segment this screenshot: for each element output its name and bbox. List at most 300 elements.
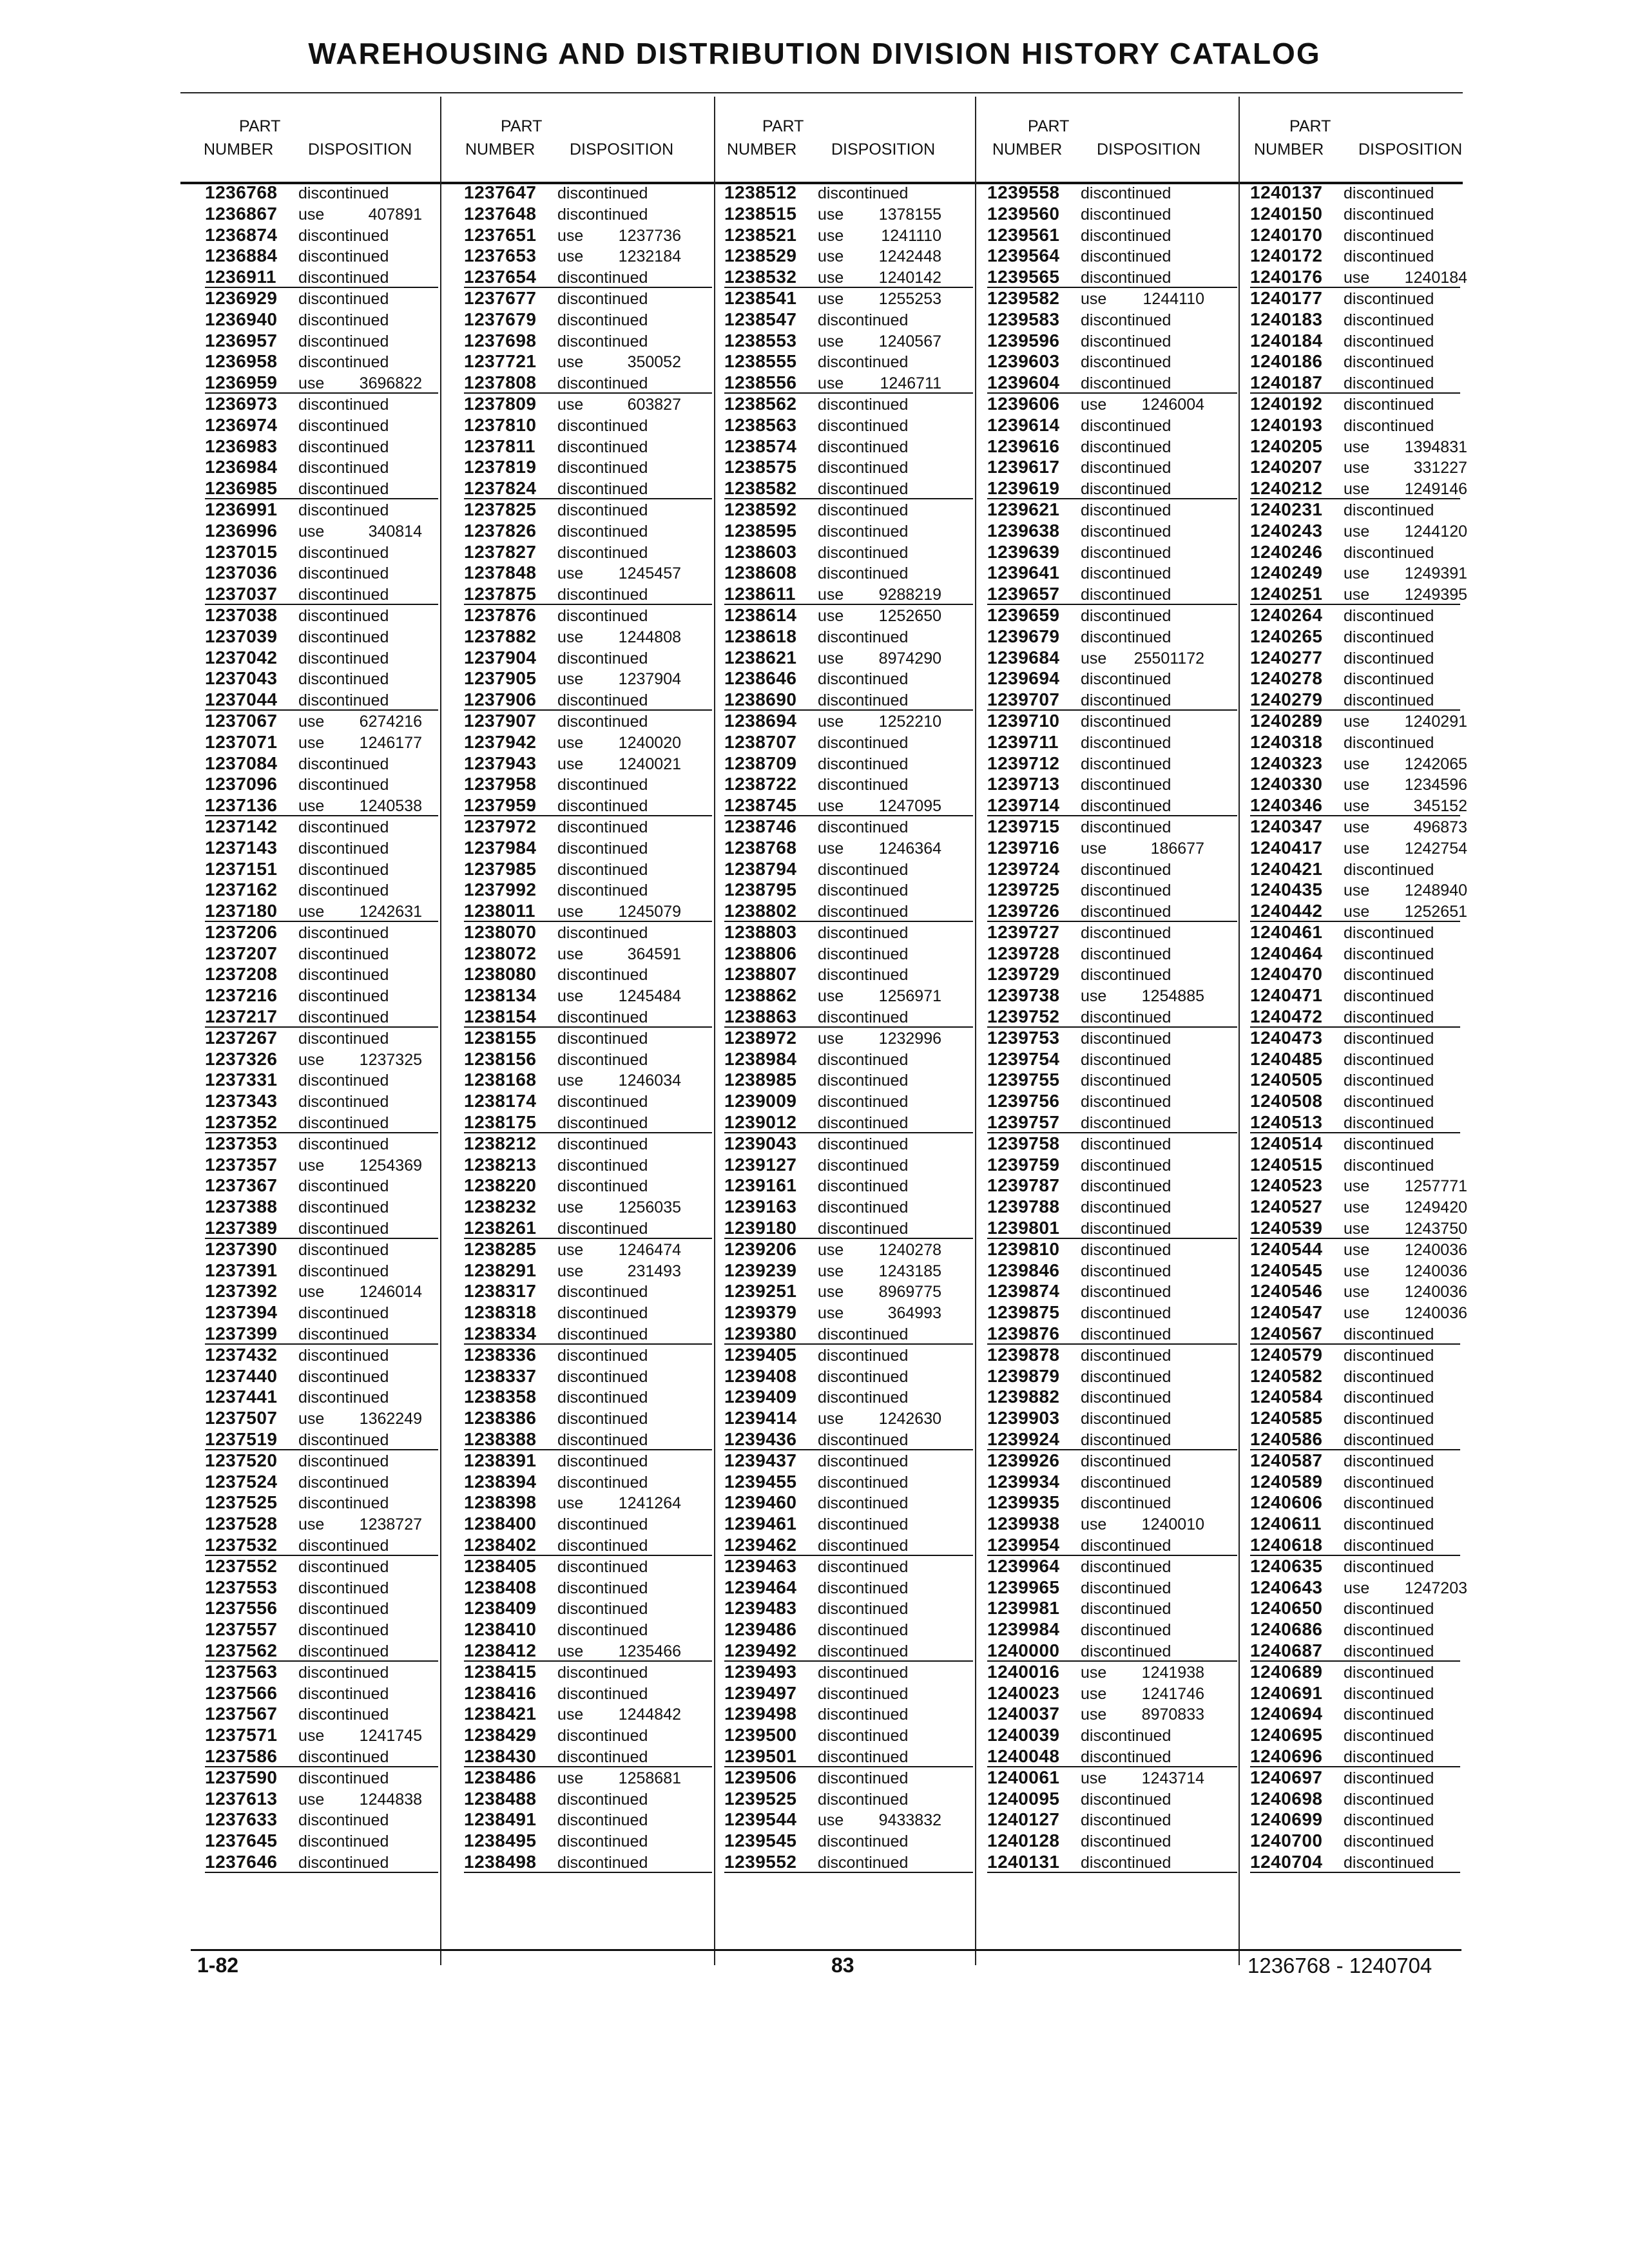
part-number: 1239380 — [724, 1323, 797, 1344]
disposition-keyword: discontinued — [1344, 1093, 1434, 1111]
part-number: 1237207 — [205, 943, 278, 963]
disposition-keyword: discontinued — [1344, 923, 1434, 942]
catalog-row — [205, 499, 438, 521]
catalog-row — [464, 415, 712, 436]
disposition-keyword: discontinued — [1344, 311, 1434, 329]
part-number: 1239009 — [724, 1091, 797, 1111]
catalog-row — [464, 964, 712, 985]
catalog-row — [1250, 372, 1460, 394]
disposition — [1081, 944, 1171, 965]
disposition-keyword: discontinued — [1344, 966, 1434, 985]
catalog-row — [205, 436, 438, 457]
disposition-keyword: use — [1344, 459, 1370, 477]
catalog-row — [464, 943, 712, 965]
disposition — [298, 331, 389, 352]
part-number: 1238553 — [724, 330, 797, 351]
disposition — [298, 606, 389, 627]
disposition — [1344, 1620, 1434, 1641]
part-number: 1240251 — [1250, 584, 1323, 604]
disposition — [1344, 1493, 1434, 1514]
part-number: 1237721 — [464, 351, 537, 372]
disposition — [818, 944, 908, 965]
disposition — [818, 1725, 908, 1747]
disposition-keyword: discontinued — [1081, 1072, 1171, 1090]
part-number: 1240318 — [1250, 731, 1323, 752]
disposition-keyword: discontinued — [298, 945, 389, 963]
part-number: 1239810 — [987, 1238, 1060, 1259]
replacement-part-number: 1232184 — [618, 247, 681, 266]
replacement-part-number: 1241110 — [881, 226, 941, 245]
catalog-row — [1250, 1260, 1467, 1282]
catalog-row — [987, 415, 1237, 436]
catalog-row — [1250, 1809, 1460, 1831]
part-number: 1239621 — [987, 499, 1060, 519]
part-number: 1238984 — [724, 1048, 797, 1069]
disposition — [557, 1557, 648, 1578]
disposition — [1081, 204, 1171, 226]
part-number: 1236884 — [205, 245, 278, 266]
disposition-keyword: discontinued — [1344, 501, 1434, 519]
part-number: 1237882 — [464, 626, 537, 646]
part-number: 1240048 — [987, 1745, 1060, 1766]
disposition-keyword: discontinued — [557, 1537, 648, 1555]
part-number: 1238156 — [464, 1048, 537, 1069]
disposition — [1344, 1367, 1434, 1388]
catalog-row — [464, 1196, 712, 1218]
part-number: 1240461 — [1250, 921, 1323, 942]
disposition-keyword: discontinued — [1081, 205, 1171, 224]
catalog-row — [724, 1662, 973, 1683]
part-number: 1237071 — [205, 731, 278, 752]
disposition — [557, 1240, 681, 1261]
disposition-keyword: discontinued — [818, 1557, 909, 1576]
disposition-keyword: discontinued — [298, 1811, 389, 1830]
disposition — [557, 1324, 648, 1345]
disposition — [557, 1704, 681, 1725]
disposition-keyword: discontinued — [298, 881, 389, 900]
part-number: 1239561 — [987, 224, 1060, 245]
disposition-keyword: discontinued — [1081, 628, 1171, 646]
disposition — [1344, 521, 1467, 543]
disposition — [1344, 733, 1434, 754]
catalog-row — [464, 901, 712, 922]
disposition-keyword: discontinued — [557, 923, 648, 942]
disposition — [1344, 986, 1434, 1007]
catalog-row — [1250, 1683, 1460, 1704]
disposition — [557, 1852, 648, 1874]
catalog-row — [464, 436, 712, 457]
catalog-row — [724, 1492, 973, 1514]
disposition-keyword: use — [1081, 1684, 1107, 1703]
disposition-keyword: discontinued — [298, 754, 389, 773]
disposition — [1081, 1557, 1171, 1578]
catalog-row — [987, 1809, 1237, 1831]
disposition-keyword: discontinued — [557, 881, 648, 900]
catalog-row — [724, 1852, 973, 1873]
catalog-row — [1250, 415, 1460, 436]
catalog-row — [987, 795, 1237, 816]
catalog-row — [987, 1239, 1237, 1260]
disposition-keyword: use — [298, 903, 325, 921]
catalog-row — [205, 521, 438, 542]
catalog-row — [1250, 1049, 1460, 1070]
disposition — [298, 479, 389, 500]
catalog-row — [724, 1619, 973, 1640]
disposition — [298, 711, 422, 733]
catalog-row — [987, 1767, 1237, 1789]
disposition-keyword: discontinued — [1344, 1832, 1434, 1851]
catalog-row — [724, 1133, 973, 1155]
replacement-part-number: 8970833 — [1141, 1706, 1204, 1724]
disposition-keyword: discontinued — [557, 1367, 648, 1386]
part-number: 1239436 — [724, 1429, 797, 1450]
disposition — [1344, 246, 1434, 267]
disposition-keyword: use — [1344, 818, 1370, 836]
disposition — [557, 796, 648, 817]
catalog-row — [464, 521, 712, 542]
part-number: 1240176 — [1250, 267, 1323, 287]
catalog-row — [205, 1852, 438, 1873]
disposition — [557, 754, 681, 775]
part-number: 1239544 — [724, 1809, 797, 1830]
catalog-row — [205, 1809, 438, 1831]
part-number: 1240635 — [1250, 1555, 1323, 1576]
disposition-keyword: discontinued — [298, 1706, 389, 1724]
replacement-part-number: 1240538 — [359, 797, 422, 816]
disposition-keyword: discontinued — [1344, 1135, 1434, 1153]
catalog-row — [205, 943, 438, 965]
part-number: 1240330 — [1250, 774, 1323, 794]
disposition-keyword: discontinued — [1344, 1494, 1434, 1513]
replacement-part-number: 1242631 — [359, 903, 422, 921]
catalog-row — [1250, 1514, 1460, 1535]
disposition-keyword: discontinued — [818, 1156, 909, 1175]
part-number: 1240700 — [1250, 1831, 1323, 1851]
disposition — [557, 1282, 648, 1303]
disposition-keyword: discontinued — [557, 1515, 648, 1534]
disposition — [1081, 1852, 1171, 1874]
replacement-part-number: 345152 — [1413, 797, 1467, 816]
part-number: 1239414 — [724, 1408, 797, 1428]
catalog-row — [1250, 1133, 1460, 1155]
part-number: 1238541 — [724, 287, 797, 308]
part-number: 1237651 — [464, 224, 537, 245]
disposition-keyword: discontinued — [818, 184, 909, 202]
catalog-row — [987, 1260, 1237, 1282]
part-number: 1240243 — [1250, 520, 1323, 541]
catalog-row — [724, 711, 973, 732]
replacement-part-number: 1254885 — [1141, 987, 1204, 1006]
catalog-row — [724, 1281, 973, 1302]
catalog-row — [464, 1577, 712, 1599]
part-number: 1239934 — [987, 1471, 1060, 1492]
part-number: 1237809 — [464, 393, 537, 414]
catalog-row — [1250, 1028, 1460, 1049]
part-number: 1239875 — [987, 1302, 1060, 1323]
part-number: 1237208 — [205, 964, 278, 985]
part-number: 1239846 — [987, 1260, 1060, 1280]
catalog-row — [1250, 1429, 1460, 1450]
disposition — [298, 1493, 389, 1514]
disposition — [1081, 521, 1171, 543]
disposition-keyword: discontinued — [298, 1114, 389, 1133]
catalog-row — [464, 1492, 712, 1514]
disposition-keyword: use — [1344, 1240, 1370, 1259]
catalog-row — [464, 499, 712, 521]
disposition — [298, 1324, 389, 1345]
disposition-keyword: discontinued — [557, 712, 648, 731]
replacement-part-number: 1240036 — [1404, 1304, 1467, 1323]
catalog-row — [987, 1725, 1237, 1746]
replacement-part-number: 9288219 — [878, 586, 941, 604]
disposition — [818, 394, 908, 416]
part-number: 1240061 — [987, 1767, 1060, 1787]
part-number: 1240579 — [1250, 1344, 1323, 1365]
disposition — [818, 1704, 908, 1725]
disposition — [298, 1091, 389, 1113]
disposition-keyword: use — [1344, 1220, 1370, 1238]
catalog-row — [724, 1450, 973, 1472]
catalog-row — [464, 879, 712, 901]
disposition — [818, 352, 908, 373]
disposition-keyword: discontinued — [298, 1557, 389, 1576]
catalog-row — [464, 1028, 712, 1049]
disposition-keyword: discontinued — [818, 1579, 909, 1597]
disposition — [557, 1367, 648, 1388]
replacement-part-number: 1257771 — [1404, 1177, 1467, 1196]
disposition — [818, 331, 941, 352]
part-number: 1239437 — [724, 1450, 797, 1470]
disposition-keyword: discontinued — [818, 923, 909, 942]
catalog-row — [464, 1429, 712, 1450]
disposition — [298, 267, 389, 289]
catalog-row — [987, 309, 1237, 331]
part-number: 1238011 — [464, 901, 535, 921]
part-number: 1238386 — [464, 1408, 537, 1428]
part-number: 1238318 — [464, 1302, 537, 1323]
disposition-keyword: use — [1344, 522, 1370, 541]
page-title: WAREHOUSING AND DISTRIBUTION DIVISION HISTORY CATALOG — [308, 37, 1321, 70]
disposition-keyword: use — [298, 1050, 325, 1069]
part-number: 1240172 — [1250, 245, 1323, 266]
part-number: 1238563 — [724, 414, 797, 435]
disposition-keyword: discontinued — [818, 1452, 909, 1470]
disposition — [557, 204, 648, 226]
disposition-keyword: discontinued — [1081, 966, 1171, 985]
part-number: 1239565 — [987, 267, 1060, 287]
disposition-keyword: discontinued — [298, 1452, 389, 1470]
catalog-row — [1250, 1408, 1460, 1429]
disposition-keyword: use — [557, 754, 584, 773]
disposition-keyword: discontinued — [298, 226, 389, 245]
disposition — [298, 1155, 422, 1177]
disposition-keyword: discontinued — [1344, 1537, 1434, 1555]
disposition — [1081, 437, 1171, 458]
disposition-keyword: discontinued — [298, 1389, 389, 1407]
part-number: 1238807 — [724, 964, 797, 985]
disposition-keyword: discontinued — [298, 247, 389, 266]
part-number: 1240205 — [1250, 436, 1323, 456]
disposition-keyword: use — [557, 353, 584, 372]
catalog-row — [987, 732, 1237, 753]
header-disposition-label: DISPOSITION — [1097, 140, 1201, 159]
part-number: 1238261 — [464, 1218, 537, 1238]
part-number: 1237162 — [205, 879, 278, 900]
catalog-row — [1250, 648, 1460, 669]
catalog-row — [724, 859, 973, 880]
disposition — [818, 1557, 908, 1578]
disposition — [1081, 901, 1171, 923]
disposition-keyword: discontinued — [557, 480, 648, 499]
catalog-row — [205, 648, 438, 669]
disposition — [1344, 880, 1467, 901]
disposition — [1081, 543, 1171, 564]
disposition-keyword: use — [1344, 480, 1370, 499]
part-number: 1237875 — [464, 584, 537, 604]
catalog-row — [724, 1577, 973, 1599]
catalog-row — [205, 964, 438, 985]
disposition — [298, 1430, 389, 1451]
catalog-row — [987, 1070, 1237, 1091]
disposition-keyword: discontinued — [1081, 1304, 1171, 1323]
catalog-column-1 — [205, 182, 438, 1873]
part-number: 1240698 — [1250, 1788, 1323, 1809]
disposition — [298, 754, 389, 775]
disposition-keyword: use — [1081, 839, 1107, 858]
disposition-keyword: discontinued — [1344, 1389, 1434, 1407]
part-number: 1237646 — [205, 1851, 278, 1872]
disposition — [1344, 1091, 1434, 1113]
catalog-row — [464, 1514, 712, 1535]
part-number: 1237819 — [464, 457, 537, 477]
catalog-row — [724, 436, 973, 457]
disposition — [818, 1091, 908, 1113]
disposition — [1081, 1725, 1171, 1747]
part-number: 1238574 — [724, 436, 797, 456]
catalog-row — [1250, 816, 1467, 838]
disposition-keyword: discontinued — [1344, 1325, 1434, 1344]
replacement-part-number: 1362249 — [359, 1410, 422, 1428]
disposition — [1081, 1831, 1171, 1852]
catalog-row — [1250, 436, 1467, 457]
part-number: 1238337 — [464, 1365, 537, 1386]
disposition — [557, 1218, 648, 1240]
part-number: 1240643 — [1250, 1577, 1323, 1597]
part-number: 1237826 — [464, 520, 537, 541]
catalog-row — [1250, 520, 1467, 542]
part-number: 1238611 — [724, 584, 796, 604]
catalog-row — [987, 331, 1237, 352]
disposition-keyword: discontinued — [557, 606, 648, 625]
part-number: 1239954 — [987, 1535, 1060, 1555]
catalog-row — [464, 816, 712, 838]
catalog-row — [205, 689, 438, 711]
replacement-part-number: 8974290 — [878, 649, 941, 668]
catalog-row — [724, 1683, 973, 1704]
disposition — [1081, 733, 1171, 754]
catalog-row — [205, 1619, 438, 1640]
part-number: 1239756 — [987, 1091, 1060, 1111]
disposition — [298, 1831, 389, 1852]
disposition-keyword: discontinued — [818, 459, 909, 477]
part-number: 1236957 — [205, 330, 278, 351]
part-number: 1238212 — [464, 1133, 537, 1153]
catalog-row — [1250, 1345, 1460, 1366]
footer-divider — [191, 1949, 1461, 1951]
catalog-row — [987, 1472, 1237, 1493]
disposition-keyword: discontinued — [557, 797, 648, 816]
disposition — [1344, 1303, 1467, 1324]
part-number: 1239492 — [724, 1640, 797, 1660]
catalog-row — [724, 689, 973, 711]
disposition-keyword: use — [557, 733, 584, 752]
disposition — [1344, 479, 1467, 500]
part-number: 1239728 — [987, 943, 1060, 963]
disposition-keyword: use — [818, 374, 844, 393]
part-number: 1239408 — [724, 1365, 797, 1386]
disposition — [818, 437, 908, 458]
disposition — [818, 1261, 941, 1282]
disposition — [1081, 817, 1171, 838]
catalog-row — [724, 1260, 973, 1282]
part-number: 1237698 — [464, 330, 537, 351]
disposition-keyword: discontinued — [557, 1283, 648, 1302]
disposition — [298, 289, 389, 310]
disposition — [1081, 690, 1171, 711]
disposition-keyword: discontinued — [298, 353, 389, 372]
disposition — [298, 563, 389, 584]
disposition-keyword: discontinued — [298, 586, 389, 604]
catalog-row — [987, 1577, 1237, 1599]
part-number: 1239876 — [987, 1323, 1060, 1344]
disposition-keyword: discontinued — [1081, 1283, 1171, 1302]
catalog-row — [464, 478, 712, 499]
catalog-row — [724, 245, 973, 267]
catalog-row — [205, 1196, 438, 1218]
part-number: 1238430 — [464, 1745, 537, 1766]
part-number: 1240095 — [987, 1788, 1060, 1809]
disposition — [1081, 1345, 1171, 1367]
disposition — [818, 880, 908, 901]
disposition — [818, 310, 908, 331]
disposition — [818, 543, 908, 564]
disposition-keyword: discontinued — [557, 1114, 648, 1133]
part-number: 1236958 — [205, 351, 278, 372]
catalog-row — [724, 1408, 973, 1429]
part-number: 1240131 — [987, 1851, 1060, 1872]
catalog-row — [464, 1366, 712, 1387]
catalog-row — [464, 1789, 712, 1810]
catalog-row — [464, 267, 712, 288]
part-number: 1240346 — [1250, 795, 1323, 816]
catalog-row — [464, 711, 712, 732]
disposition-keyword: discontinued — [557, 586, 648, 604]
catalog-row — [1250, 605, 1460, 626]
part-number: 1240471 — [1250, 985, 1323, 1006]
catalog-row — [987, 1387, 1237, 1408]
part-number: 1240505 — [1250, 1070, 1323, 1090]
catalog-row — [1250, 922, 1460, 943]
part-number: 1237645 — [205, 1831, 278, 1851]
part-number: 1238486 — [464, 1767, 537, 1787]
part-number: 1240508 — [1250, 1091, 1323, 1111]
catalog-row — [724, 1196, 973, 1218]
disposition — [818, 923, 908, 944]
disposition — [1081, 1662, 1204, 1684]
disposition-keyword: discontinued — [298, 966, 389, 985]
replacement-part-number: 1252651 — [1404, 903, 1467, 921]
catalog-row — [987, 182, 1237, 204]
